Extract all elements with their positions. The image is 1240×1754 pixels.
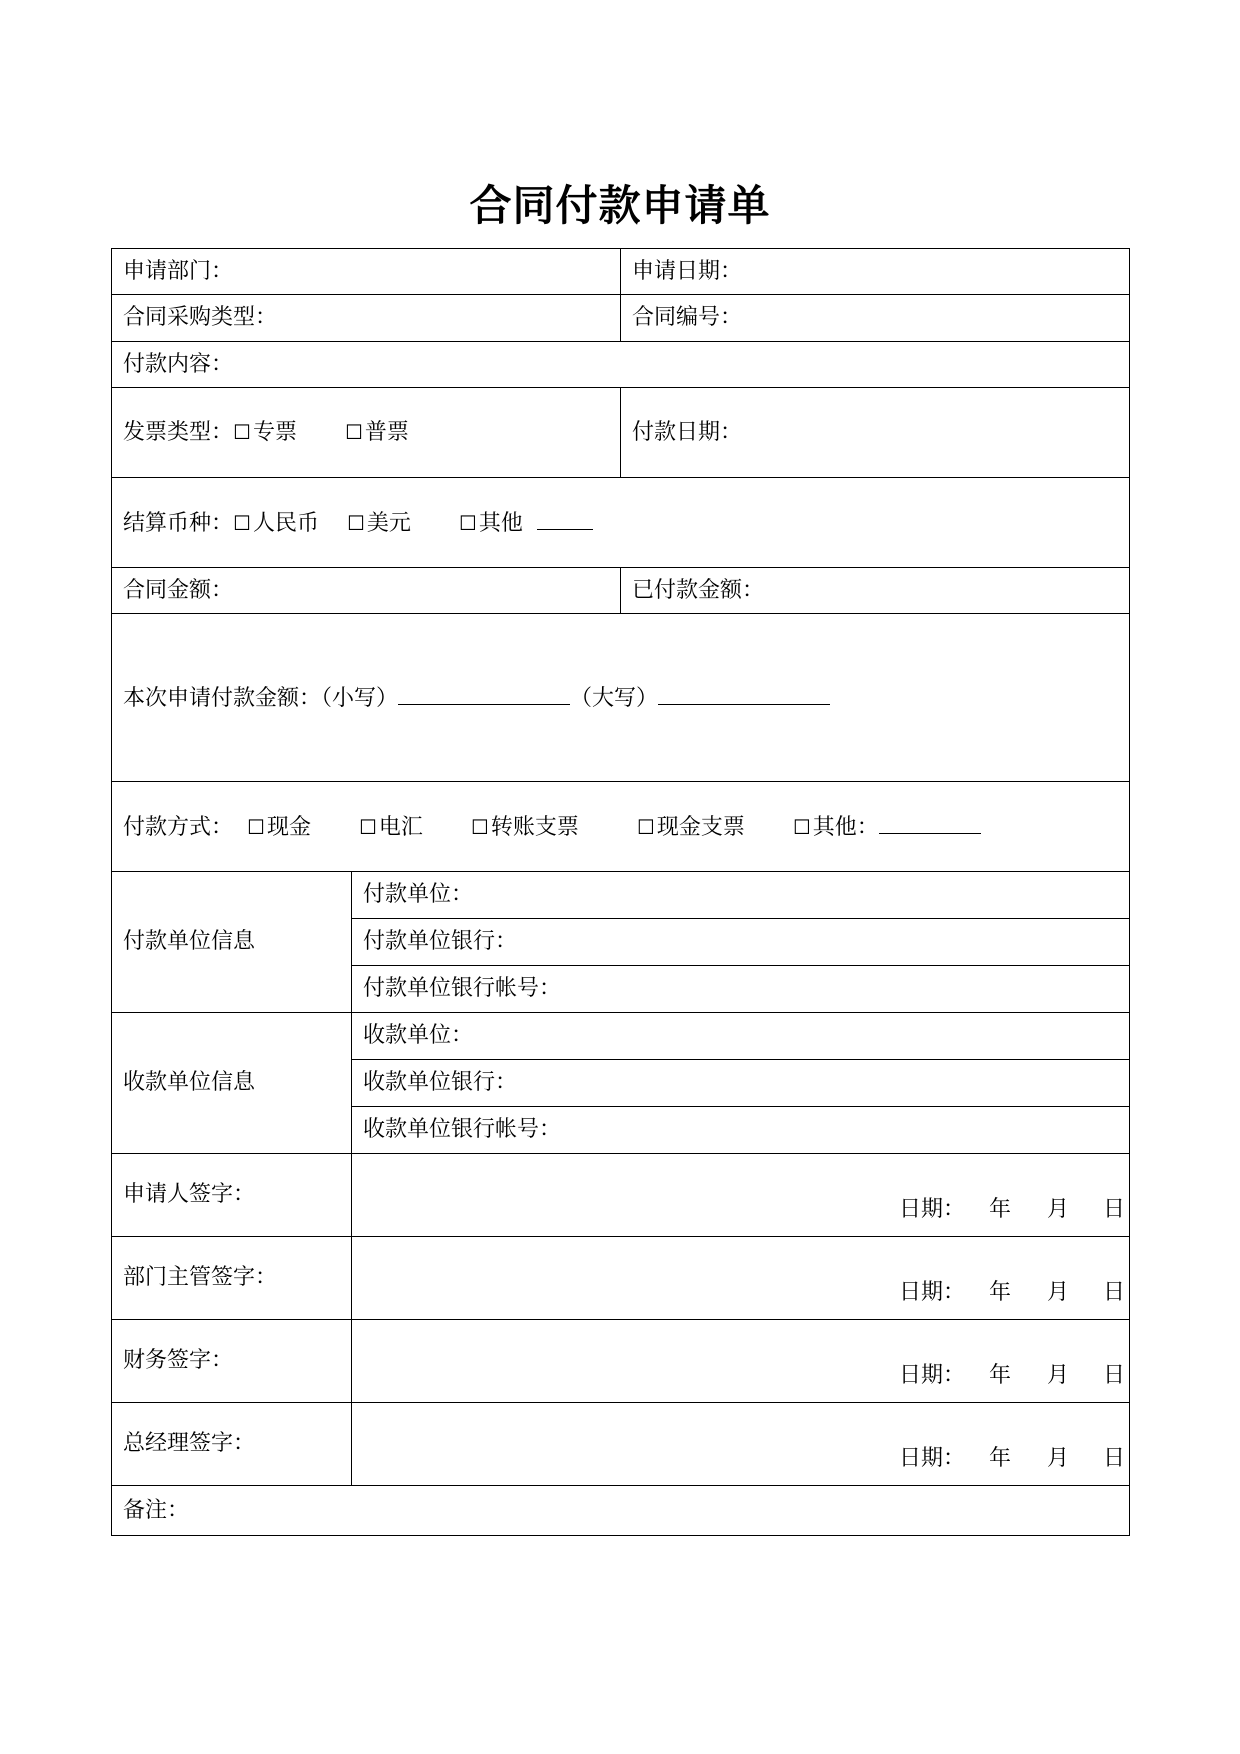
payer-label: 付款单位： [363,882,474,907]
signature-date [899,1362,1129,1390]
signature-area[interactable] [352,1154,1130,1237]
invoice-normal-checkbox[interactable]: ☐ [344,420,363,444]
year-label: 年 [989,1363,1012,1388]
signature-area[interactable] [352,1320,1130,1403]
contract-no-field[interactable] [621,295,1130,342]
invoice-special-checkbox[interactable]: ☐ [233,420,251,444]
month-label: 月 [1047,1280,1070,1305]
payer-account-field[interactable] [352,966,1130,1013]
dept-field[interactable] [112,249,621,295]
payer-account-label: 付款单位银行帐号： [363,976,562,1001]
month-label: 月 [1047,1363,1070,1388]
currency-other-checkbox[interactable]: ☐ [458,511,477,535]
payee-bank-label: 收款单位银行： [363,1070,518,1095]
paid-amount-field[interactable] [621,568,1130,614]
method-other-label: 其他： [812,815,879,840]
payee-account-label: 收款单位银行帐号： [363,1117,562,1142]
method-cash-label: 现金 [266,815,311,840]
payer-bank-label: 付款单位银行： [363,929,518,954]
page-title: 合同付款申请单 [469,181,771,230]
method-label: 付款方式： [123,815,234,840]
signature-area[interactable] [352,1237,1130,1320]
method-field [112,782,1130,872]
payee-account-field[interactable] [352,1107,1130,1154]
currency-field [112,478,1130,568]
method-transfer-label: 转账支票 [490,815,579,840]
payment-form-table [111,248,1130,1536]
date-label: 日期： [899,1446,966,1471]
date-label: 日期： [899,1363,966,1388]
day-label: 日 [1103,1280,1126,1305]
upper-amount-blank[interactable] [658,682,830,705]
year-label: 年 [989,1197,1012,1222]
dept-label: 申请部门： [123,258,234,284]
payee-info-label: 收款单位信息 [112,1013,352,1154]
contract-amount-label: 合同金额： [123,577,234,603]
contract-no-label: 合同编号： [632,305,743,330]
apply-date-label: 申请日期： [632,258,743,284]
purchase-type-label: 合同采购类型： [123,305,278,330]
method-transfer-checkbox[interactable]: ☐ [470,815,489,839]
invoice-normal-label: 普票 [364,420,409,445]
upper-label: （大写） [570,686,659,711]
this-amount-field [112,614,1130,782]
method-other-checkbox[interactable]: ☐ [792,815,811,839]
lower-amount-blank[interactable] [398,682,570,705]
signature-date [899,1445,1129,1473]
signature-label: 财务签字： [112,1320,352,1403]
invoice-special-label: 专票 [252,420,297,445]
day-label: 日 [1103,1197,1126,1222]
payer-bank-field[interactable] [352,919,1130,966]
method-cashcheck-label: 现金支票 [656,815,745,840]
content-label: 付款内容： [123,351,234,377]
paid-amount-label: 已付款金额： [632,577,765,603]
month-label: 月 [1047,1446,1070,1471]
day-label: 日 [1103,1446,1126,1471]
payee-field[interactable] [352,1013,1130,1060]
pay-date-field[interactable] [621,388,1130,478]
currency-usd-checkbox[interactable]: ☐ [346,511,365,535]
currency-label: 结算币种： [123,511,234,536]
content-field[interactable] [112,342,1130,388]
signature-date [899,1279,1129,1307]
payer-info-label: 付款单位信息 [112,872,352,1013]
signature-area[interactable] [352,1403,1130,1486]
signature-label: 总经理签字： [112,1403,352,1486]
contract-amount-field[interactable] [112,568,621,614]
year-label: 年 [989,1446,1012,1471]
currency-rmb-checkbox[interactable]: ☐ [233,511,251,535]
year-label: 年 [989,1280,1012,1305]
purchase-type-field[interactable] [112,295,621,342]
signature-label: 部门主管签字： [112,1237,352,1320]
method-wire-checkbox[interactable]: ☐ [358,815,377,839]
currency-other-label: 其他 [478,511,523,536]
currency-rmb-label: 人民币 [252,511,319,536]
payee-label: 收款单位： [363,1023,474,1048]
invoice-type-label: 发票类型： [123,420,234,445]
remarks-field[interactable] [112,1486,1130,1536]
remarks-label: 备注： [123,1497,190,1523]
apply-date-field[interactable] [621,249,1130,295]
payer-field[interactable] [352,872,1130,919]
pay-date-label: 付款日期： [632,419,743,445]
signature-label: 申请人签字： [112,1154,352,1237]
this-amount-label: 本次申请付款金额： [123,686,322,711]
currency-usd-label: 美元 [366,511,411,536]
signature-date [899,1196,1129,1224]
method-cash-checkbox[interactable]: ☐ [247,815,265,839]
method-wire-label: 电汇 [378,815,423,840]
payee-bank-field[interactable] [352,1060,1130,1107]
day-label: 日 [1103,1363,1126,1388]
date-label: 日期： [899,1280,966,1305]
currency-other-blank[interactable] [537,507,593,530]
month-label: 月 [1047,1197,1070,1222]
invoice-type-field [112,388,621,478]
method-other-blank[interactable] [879,811,981,834]
method-cashcheck-checkbox[interactable]: ☐ [636,815,655,839]
lower-label: （小写） [321,686,399,711]
date-label: 日期： [899,1197,966,1222]
